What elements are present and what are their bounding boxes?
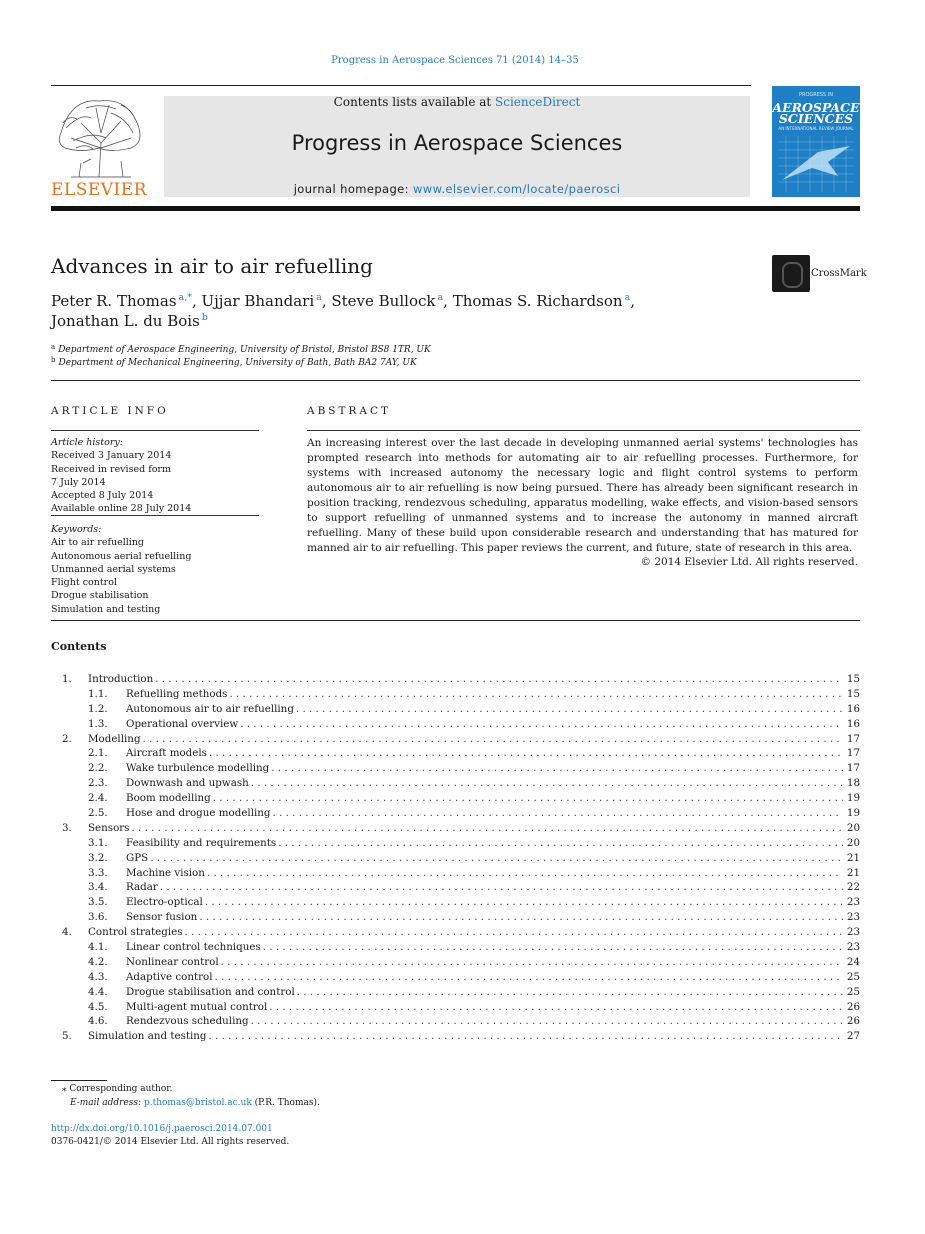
toc-leader-dots xyxy=(213,792,843,804)
author-affiliation-mark[interactable]: a,* xyxy=(178,292,192,303)
toc-entry-page[interactable]: 24 xyxy=(846,955,860,968)
toc-entry-title[interactable]: Adaptive control xyxy=(126,970,213,983)
toc-entry-page[interactable]: 26 xyxy=(846,1015,860,1028)
toc-leader-dots xyxy=(296,703,843,715)
toc-entry-number: 2.4. xyxy=(88,792,108,805)
toc-entry-title[interactable]: GPS xyxy=(126,851,149,864)
toc-entry-number: 5. xyxy=(62,1030,72,1043)
toc-entry-number: 2.1. xyxy=(88,747,108,760)
toc-entry-title[interactable]: Simulation and testing xyxy=(88,1030,207,1043)
toc-entry-title[interactable]: Machine vision xyxy=(126,866,205,879)
toc-entry[interactable] xyxy=(62,926,860,941)
keyword-item: Flight control xyxy=(51,577,117,589)
toc-entry-title[interactable]: Multi-agent mutual control xyxy=(126,1000,268,1013)
toc-entry[interactable] xyxy=(62,673,860,688)
journal-title: Progress in Aerospace Sciences xyxy=(291,131,623,155)
crossmark-icon[interactable] xyxy=(772,255,810,292)
header-thick-rule xyxy=(51,206,860,211)
toc-leader-dots xyxy=(240,718,843,730)
toc-entry[interactable] xyxy=(62,688,860,703)
author-list-line-2 xyxy=(51,312,208,330)
toc-entry-page[interactable]: 22 xyxy=(846,881,860,894)
author-list-line-1: Peter R. Thomas $^{a,*}$, Ujjar Bhandari $^a$, Steve Bullock $^a$, Thomas S. Richardson $^a$, xyxy=(51,292,636,310)
toc-entry-title[interactable]: Boom modelling xyxy=(126,792,211,805)
toc-entry-page[interactable]: 23 xyxy=(846,926,860,939)
abstract-rule xyxy=(307,430,860,431)
toc-entry-page[interactable]: 20 xyxy=(846,836,860,849)
email-note: E-mail address: p.thomas@bristol.ac.uk (P.R. Thomas). xyxy=(70,1098,320,1108)
section-rule xyxy=(51,620,860,621)
toc-entry[interactable] xyxy=(62,807,860,822)
table-of-contents xyxy=(62,673,860,1045)
author-affiliation-mark[interactable]: a xyxy=(624,292,631,303)
toc-entry-number: 4.6. xyxy=(88,1015,108,1028)
toc-entry-number: 3. xyxy=(62,821,72,834)
toc-leader-dots xyxy=(251,777,843,789)
toc-entry-page[interactable]: 23 xyxy=(846,896,860,909)
toc-entry-page[interactable]: 23 xyxy=(846,941,860,954)
article-history-label: Article history: xyxy=(51,437,123,448)
toc-entry[interactable] xyxy=(62,896,860,911)
toc-entry-page[interactable]: 19 xyxy=(846,807,860,820)
author-name[interactable]: Jonathan L. du Bois xyxy=(51,312,200,330)
toc-leader-dots xyxy=(185,926,843,938)
journal-homepage-link[interactable]: www.elsevier.com/locate/paerosci xyxy=(413,182,621,196)
article-history xyxy=(51,436,191,516)
author-name[interactable]: Thomas S. Richardson xyxy=(452,292,623,310)
history-item: Accepted 8 July 2014 xyxy=(51,490,154,502)
toc-entry-page[interactable]: 19 xyxy=(846,792,860,805)
toc-entry-page[interactable]: 25 xyxy=(846,970,860,983)
toc-entry-title[interactable]: Aircraft models xyxy=(126,747,207,760)
toc-entry-page[interactable]: 21 xyxy=(846,866,860,879)
toc-entry[interactable] xyxy=(62,733,860,748)
toc-entry-title[interactable]: Electro-optical xyxy=(126,896,203,909)
toc-entry-page[interactable]: 18 xyxy=(846,777,860,790)
toc-entry-page[interactable]: 15 xyxy=(846,687,860,700)
toc-leader-dots xyxy=(207,867,843,879)
toc-entry-page[interactable]: 17 xyxy=(846,747,860,760)
abstract-heading: ABSTRACT xyxy=(307,405,392,417)
toc-entry-number: 3.4. xyxy=(88,881,108,894)
keyword-item: Air to air refuelling xyxy=(51,537,145,549)
toc-entry[interactable] xyxy=(62,1030,860,1045)
toc-entry-title[interactable]: Hose and drogue modelling xyxy=(126,807,271,820)
toc-entry-number: 4.2. xyxy=(88,955,108,968)
history-item: Received 3 January 2014 xyxy=(51,450,172,462)
toc-leader-dots xyxy=(229,688,842,700)
email-link[interactable]: p.thomas@bristol.ac.uk xyxy=(143,1098,252,1108)
toc-leader-dots xyxy=(263,941,843,953)
issn-copyright: 0376-0421/© 2014 Elsevier Ltd. All rights reserved. xyxy=(51,1137,290,1147)
elsevier-wordmark: ELSEVIER xyxy=(51,180,147,200)
toc-leader-dots xyxy=(199,911,843,923)
journal-homepage-line xyxy=(164,182,750,196)
toc-entry[interactable] xyxy=(62,703,860,718)
toc-entry-title[interactable]: Modelling xyxy=(88,732,141,745)
author-name[interactable]: Peter R. Thomas xyxy=(51,292,177,310)
history-item: Available online 28 July 2014 xyxy=(51,503,192,515)
contents-heading: Contents xyxy=(51,640,107,653)
toc-entry-title[interactable]: Autonomous air to air refuelling xyxy=(126,702,294,715)
keyword-item: Drogue stabilisation xyxy=(51,590,149,602)
toc-entry[interactable] xyxy=(62,718,860,733)
header-top-rule xyxy=(51,85,751,86)
sciencedirect-link[interactable]: ScienceDirect xyxy=(495,95,581,109)
author-name[interactable]: Steve Bullock xyxy=(331,292,436,310)
history-item: 7 July 2014 xyxy=(51,476,106,488)
history-item: Received in revised form xyxy=(51,463,171,475)
keyword-item: Autonomous aerial refuelling xyxy=(51,550,192,562)
footnote-rule xyxy=(51,1080,107,1081)
toc-entry-number: 1.2. xyxy=(88,702,108,715)
toc-entry[interactable] xyxy=(62,822,860,837)
toc-leader-dots xyxy=(221,956,843,968)
toc-entry[interactable] xyxy=(62,747,860,762)
toc-leader-dots xyxy=(131,822,842,834)
author-affiliation-mark[interactable]: a xyxy=(316,292,322,303)
toc-entry-page[interactable]: 16 xyxy=(846,717,860,730)
affiliation-a: $^a$ Department of Aerospace Engineering, University of Bristol, Bristol BS8 1TR, UK xyxy=(51,343,431,355)
toc-entry-title[interactable]: Sensors xyxy=(88,821,130,834)
toc-entry-number: 3.5. xyxy=(88,896,108,909)
toc-entry[interactable] xyxy=(62,1001,860,1016)
keywords xyxy=(51,523,191,616)
toc-entry-title[interactable]: Linear control techniques xyxy=(126,941,261,954)
cover-title-text: AEROSPACE SCIENCES xyxy=(772,100,860,126)
author-affiliation-mark[interactable]: a xyxy=(437,292,444,303)
toc-entry-number: 3.1. xyxy=(88,836,108,849)
toc-entry-page[interactable]: 20 xyxy=(846,821,860,834)
toc-entry-page[interactable]: 25 xyxy=(846,985,860,998)
contents-available-line xyxy=(164,95,750,109)
toc-leader-dots xyxy=(251,1015,843,1027)
toc-entry-number: 2. xyxy=(62,732,72,745)
toc-entry-title[interactable]: Control strategies xyxy=(88,926,183,939)
toc-leader-dots xyxy=(155,673,843,685)
toc-entry-title[interactable]: Wake turbulence modelling xyxy=(126,762,270,775)
toc-entry[interactable] xyxy=(62,867,860,882)
toc-entry-number: 4.3. xyxy=(88,970,108,983)
article-title: Advances in air to air refuelling xyxy=(51,254,373,278)
keyword-item: Unmanned aerial systems xyxy=(51,563,176,575)
toc-entry-page[interactable]: 17 xyxy=(846,762,860,775)
article-info-rule xyxy=(51,430,259,431)
toc-leader-dots xyxy=(297,986,843,998)
toc-entry-page[interactable]: 23 xyxy=(846,911,860,924)
toc-entry-number: 2.3. xyxy=(88,777,108,790)
journal-cover-image[interactable] xyxy=(772,86,860,197)
toc-leader-dots xyxy=(209,1030,843,1042)
toc-entry[interactable] xyxy=(62,777,860,792)
toc-entry[interactable] xyxy=(62,1015,860,1030)
toc-entry[interactable] xyxy=(62,792,860,807)
doi-link[interactable]: http://dx.doi.org/10.1016/j.paerosci.2014.07.001 xyxy=(51,1124,273,1134)
toc-entry-page[interactable]: 17 xyxy=(846,732,860,745)
toc-entry-page[interactable]: 27 xyxy=(846,1030,860,1043)
toc-entry[interactable] xyxy=(62,986,860,1001)
toc-leader-dots xyxy=(209,747,843,759)
toc-leader-dots xyxy=(278,837,843,849)
toc-entry[interactable] xyxy=(62,911,860,926)
toc-entry-number: 4.1. xyxy=(88,941,108,954)
corresponding-author-note: ⁎ Corresponding author. xyxy=(62,1084,173,1094)
author-affiliation-mark[interactable]: b xyxy=(201,312,208,323)
abstract-text: An increasing interest over the last decade in developing unmanned aerial systems' technologies has prompted research into methods for automating air to air refuelling processes. Furthermore, for systems with increased autonomy the necessary logic and flight control systems to perform autonomous air to air refuelling is now being pursued. There has already been significant research in position tracking, rendezvous scheduling, apparatus modelling, wake effects, and vision-based sensors to support refuelling of unmanned systems and to increase the autonomy in manned aircraft refuelling. Many of these build upon considerable research and understanding that has matured for manned air to air refuelling. This paper reviews the current, and future, state of research in this area. xyxy=(307,437,858,554)
toc-leader-dots xyxy=(143,733,843,745)
toc-entry[interactable] xyxy=(62,956,860,971)
journal-reference-link[interactable]: Progress in Aerospace Sciences 71 (2014) 14–35 xyxy=(331,55,579,66)
keyword-item: Simulation and testing xyxy=(51,603,161,615)
toc-entry-title[interactable]: Downwash and upwash xyxy=(126,777,249,790)
toc-entry-number: 3.6. xyxy=(88,911,108,924)
toc-entry-title[interactable]: Feasibility and requirements xyxy=(126,836,277,849)
toc-leader-dots xyxy=(271,762,843,774)
keywords-label: Keywords: xyxy=(51,524,102,535)
toc-entry-title[interactable]: Drogue stabilisation and control xyxy=(126,985,295,998)
toc-leader-dots xyxy=(269,1001,843,1013)
crossmark-label[interactable]: CrossMark xyxy=(811,268,867,279)
toc-entry-number: 1.3. xyxy=(88,717,108,730)
toc-entry[interactable] xyxy=(62,762,860,777)
toc-entry-title[interactable]: Sensor fusion xyxy=(126,911,198,924)
toc-entry-title[interactable]: Operational overview xyxy=(126,717,239,730)
toc-entry-number: 2.5. xyxy=(88,807,108,820)
toc-entry-number: 2.2. xyxy=(88,762,108,775)
toc-entry-number: 1.1. xyxy=(88,687,108,700)
section-rule xyxy=(51,380,860,381)
article-history-rule xyxy=(51,515,259,516)
toc-entry-title[interactable]: Introduction xyxy=(88,673,154,685)
toc-entry[interactable] xyxy=(62,941,860,956)
toc-entry-title[interactable]: Radar xyxy=(126,881,158,894)
toc-entry-number: 1. xyxy=(62,673,72,685)
author-name[interactable]: Ujjar Bhandari xyxy=(201,292,315,310)
toc-leader-dots xyxy=(215,971,843,983)
toc-entry-page[interactable]: 26 xyxy=(846,1000,860,1013)
toc-entry[interactable] xyxy=(62,837,860,852)
toc-leader-dots xyxy=(150,852,843,864)
abstract-copyright: © 2014 Elsevier Ltd. All rights reserved. xyxy=(640,556,858,568)
toc-leader-dots xyxy=(273,807,843,819)
toc-leader-dots xyxy=(205,896,843,908)
cover-subtitle-text: AN INTERNATIONAL REVIEW JOURNAL xyxy=(778,126,854,131)
toc-entry-number: 3.2. xyxy=(88,851,108,864)
toc-entry-number: 4. xyxy=(62,926,72,939)
toc-entry-number: 4.5. xyxy=(88,1000,108,1013)
toc-entry-page[interactable]: 16 xyxy=(846,702,860,715)
toc-entry-title[interactable]: Nonlinear control xyxy=(126,955,219,968)
contents-prefix: Contents lists available at xyxy=(333,95,496,109)
cover-series-text: PROGRESS IN xyxy=(798,92,834,98)
toc-entry[interactable] xyxy=(62,881,860,896)
toc-entry-title[interactable]: Refuelling methods xyxy=(126,687,228,700)
affiliation-b: $^b$ Department of Mechanical Engineering, University of Bath, Bath BA2 7AY, UK xyxy=(51,356,417,368)
toc-entry-page[interactable]: 15 xyxy=(846,673,860,685)
toc-entry-page[interactable]: 21 xyxy=(846,851,860,864)
toc-entry[interactable] xyxy=(62,852,860,867)
toc-leader-dots xyxy=(160,881,843,893)
article-info-heading: ARTICLE INFO xyxy=(51,405,169,417)
cover-aircraft-graphic xyxy=(778,136,854,192)
toc-entry-number: 3.3. xyxy=(88,866,108,879)
toc-entry-title[interactable]: Rendezvous scheduling xyxy=(126,1015,249,1028)
toc-entry[interactable] xyxy=(62,971,860,986)
toc-entry-number: 4.4. xyxy=(88,985,108,998)
homepage-prefix: journal homepage: xyxy=(293,182,413,196)
